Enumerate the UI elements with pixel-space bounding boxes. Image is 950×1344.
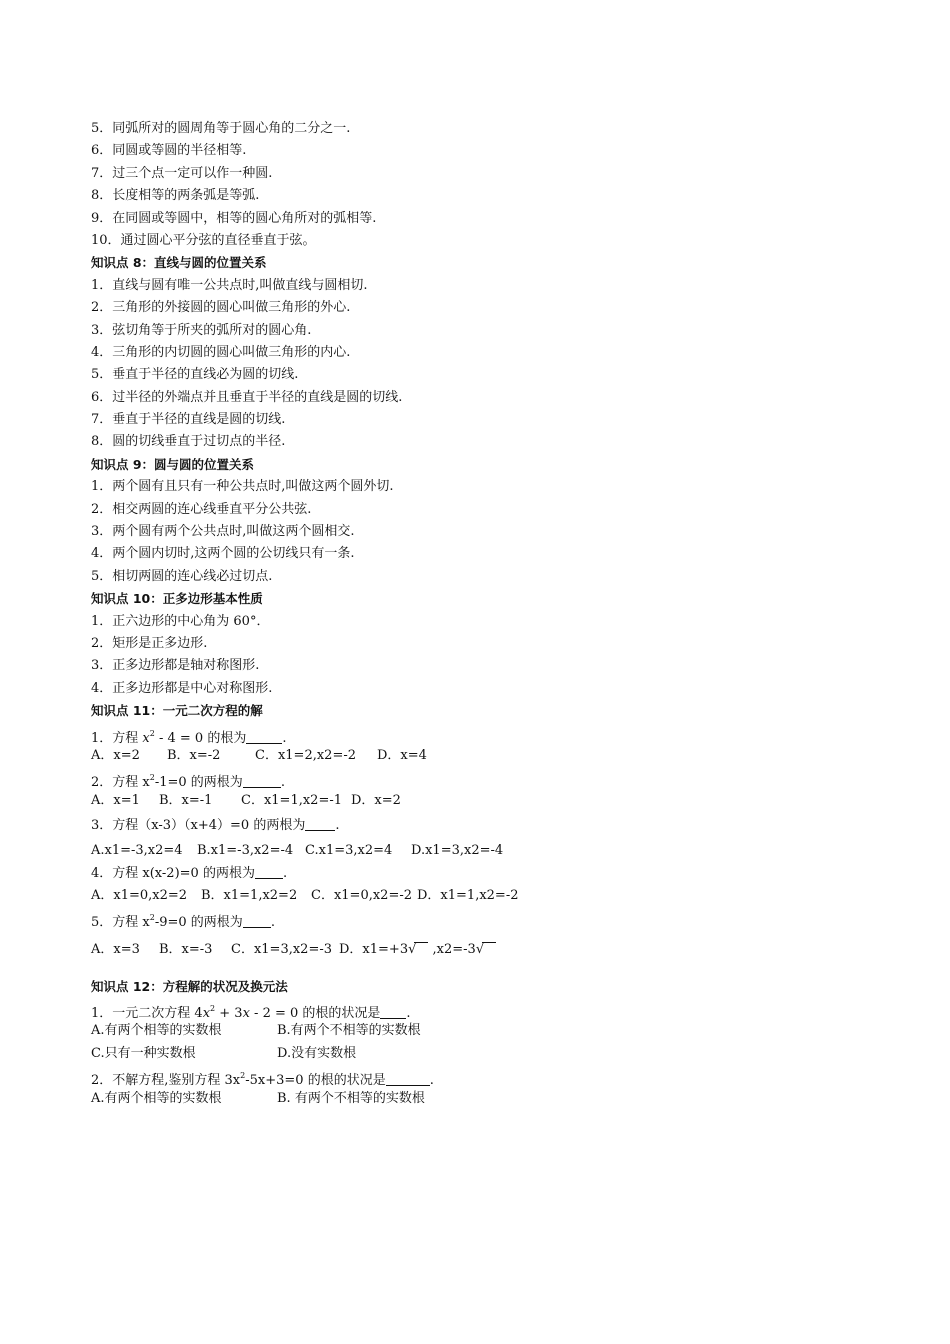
option: B.有两个不相等的实数根 <box>277 1023 421 1039</box>
option: C．x1=1,x2=-1 <box>241 792 343 808</box>
list-item: 3．两个圆有两个公共点时,叫做这两个圆相交. <box>91 524 355 540</box>
circle-props-list <box>91 118 871 252</box>
list-item: 6．同圆或等圆的半径相等. <box>91 143 247 159</box>
section-heading-k11: 知识点 11：一元二次方程的解 <box>91 703 263 719</box>
sqrt-expression: 3√ <box>468 936 497 964</box>
options-k12-1b <box>91 1043 871 1065</box>
option: B．x=-1 <box>159 792 213 808</box>
question-k12-1: 1．一元二次方程 $4x^2 + 3x - 2 = 0$ 的根的状况是 . <box>91 1004 411 1022</box>
option: C.只有一种实数根 <box>91 1045 196 1061</box>
list-item: 2．三角形的外接圆的圆心叫做三角形的外心. <box>91 300 351 316</box>
list-item: 4．正多边形都是中心对称图形. <box>91 680 273 696</box>
options-k12-1a <box>91 1020 871 1042</box>
answer-blank[interactable] <box>243 773 281 788</box>
list-item: 7．过三个点一定可以作一种圆. <box>91 165 273 181</box>
option: A．x=2 <box>91 747 140 763</box>
option: C.x1=3,x2=4 <box>305 843 393 859</box>
option: A．x1=0,x2=2 <box>91 887 188 903</box>
option: A．x=1 <box>91 792 140 808</box>
question-k11-1: 1．方程 $x^2 - 4 = 0$ 的根为 . <box>91 728 287 746</box>
list-item: 9．在同圆或等圆中，相等的圆心角所对的弧相等. <box>91 210 377 226</box>
sqrt-expression: 3√ <box>400 936 429 964</box>
options-k11-3 <box>91 840 871 862</box>
option: A．x=3 <box>91 941 140 957</box>
list-item: 2．矩形是正多边形. <box>91 635 208 651</box>
section-heading-k12: 知识点 12：方程解的状况及换元法 <box>91 978 288 994</box>
list-item: 1．正六边形的中心角为 60°． <box>91 613 270 629</box>
list-item: 7．垂直于半径的直线是圆的切线. <box>91 412 286 428</box>
option: A.有两个相等的实数根 <box>91 1023 222 1039</box>
list-item: 2．相交两圆的连心线垂直平分公共弦. <box>91 501 312 517</box>
question-k12-2: 2．不解方程,鉴别方程 $3x^2-5x+3=0$ 的根的状况是 . <box>91 1071 434 1089</box>
option: D．x1=1,x2=-2 <box>417 887 519 903</box>
list-item: 3．弦切角等于所夹的弧所对的圆心角. <box>91 322 312 338</box>
sqrt-icon: √ <box>408 941 417 957</box>
answer-blank[interactable] <box>255 864 283 879</box>
list-item: 3．正多边形都是轴对称图形. <box>91 658 260 674</box>
section-heading-k10: 知识点 10：正多边形基本性质 <box>91 591 263 607</box>
option: D.x1=3,x2=-4 <box>411 843 504 859</box>
question-k11-5: 5．方程 $x^2-9=0$ 的两根为 . <box>91 913 275 931</box>
section-heading-k9: 知识点 9：圆与圆的位置关系 <box>91 456 255 472</box>
list-item: 8．长度相等的两条弧是等弧. <box>91 188 260 204</box>
option: D.没有实数根 <box>277 1045 357 1061</box>
answer-blank[interactable] <box>386 1071 430 1086</box>
list-item: 6．过半径的外端点并且垂直于半径的直线是圆的切线. <box>91 389 403 405</box>
document-page <box>91 118 871 1110</box>
question-k11-3: 3．方程（x-3）（x+4）=0 的两根为 . <box>91 818 340 834</box>
option: C．x1=0,x2=-2 <box>311 887 413 903</box>
answer-blank[interactable] <box>305 816 335 831</box>
section-heading-k8: 知识点 8：直线与圆的位置关系 <box>91 255 267 271</box>
list-item: 8．圆的切线垂直于过切点的半径. <box>91 434 286 450</box>
list-item: 4．三角形的内切圆的圆心叫做三角形的内心. <box>91 344 351 360</box>
option: C．x1=3,x2=-3 <box>231 941 333 957</box>
option: D．x=4 <box>377 747 427 763</box>
option: A.x1=-3,x2=4 <box>91 843 183 859</box>
option: B. 有两个不相等的实数根 <box>277 1090 425 1106</box>
option: D．x=2 <box>351 792 401 808</box>
option: A.有两个相等的实数根 <box>91 1090 222 1106</box>
list-item: 10．通过圆心平分弦的直径垂直于弦。 <box>91 232 316 248</box>
list-item: 5．相切两圆的连心线必过切点. <box>91 568 273 584</box>
options-k12-2 <box>91 1088 871 1110</box>
answer-blank[interactable] <box>243 913 271 928</box>
option: B.x1=-3,x2=-4 <box>197 843 294 859</box>
list-item: 4．两个圆内切时,这两个圆的公切线只有一条. <box>91 546 355 562</box>
option: C．x1=2,x2=-2 <box>255 747 357 763</box>
question-k11-4: 4．方程 x(x-2)=0 的两根为 . <box>91 865 288 881</box>
answer-blank[interactable] <box>380 1004 406 1019</box>
list-item: 1．两个圆有且只有一种公共点时,叫做这两个圆外切. <box>91 479 394 495</box>
answer-blank[interactable] <box>246 729 282 744</box>
option-d: D．x1=+3√ ,x2=-3√ <box>339 936 496 964</box>
option: B．x1=1,x2=2 <box>201 887 298 903</box>
sqrt-icon: √ <box>475 941 485 957</box>
list-item: 5．同弧所对的圆周角等于圆心角的二分之一. <box>91 121 351 136</box>
options-k11-4 <box>91 885 871 907</box>
option: B．x=-3 <box>159 941 213 957</box>
question-k11-2: 2．方程 $x^2-1=0$ 的两根为 . <box>91 773 285 791</box>
options-k11-2 <box>91 790 871 812</box>
list-item: 5．垂直于半径的直线必为圆的切线. <box>91 367 299 383</box>
options-k11-5 <box>91 936 871 964</box>
list-item: 1．直线与圆有唯一公共点时,叫做直线与圆相切. <box>91 277 368 293</box>
options-k11-1 <box>91 745 871 767</box>
option: B．x=-2 <box>167 747 221 763</box>
